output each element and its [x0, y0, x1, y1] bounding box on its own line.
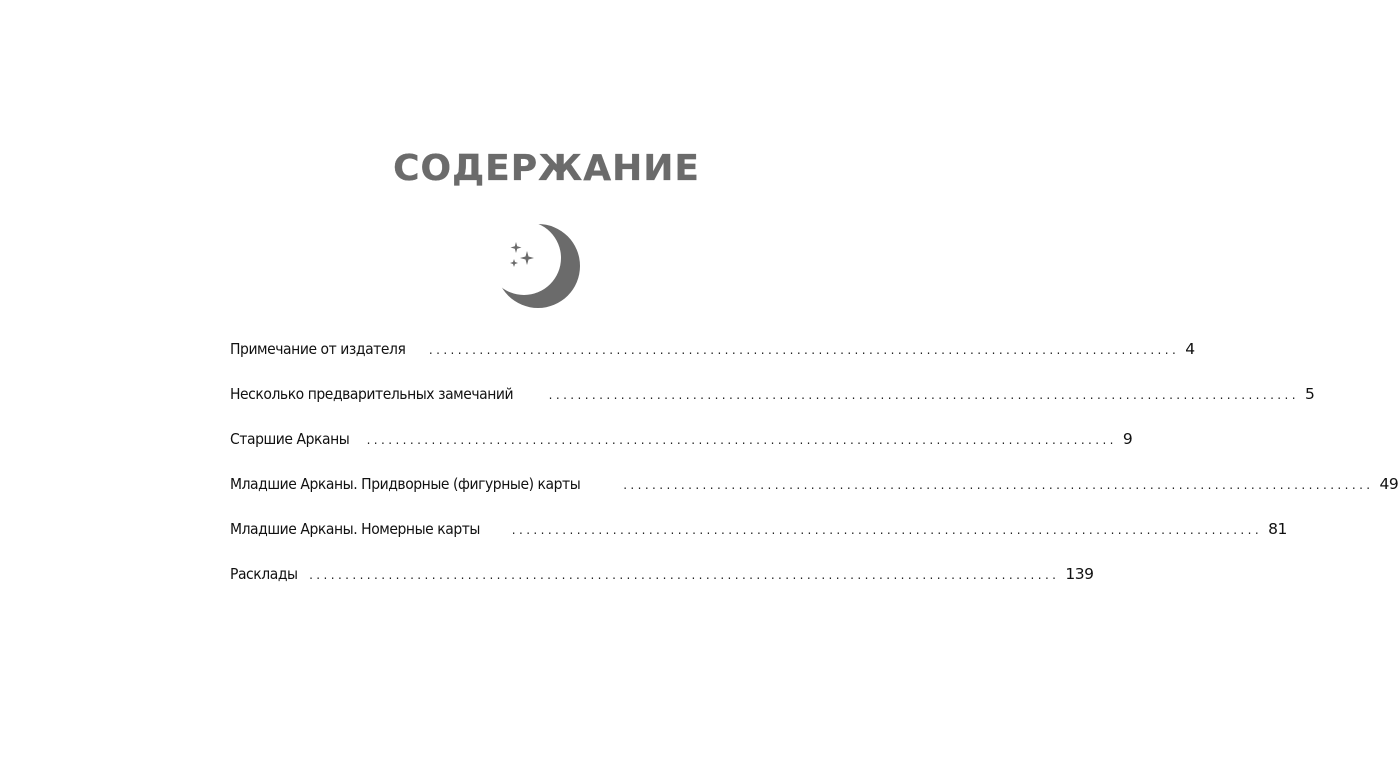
toc-entry-page: 9 — [1122, 430, 1133, 448]
toc-entry-title: Младшие Арканы. Номерные карты — [230, 520, 480, 538]
toc-entry[interactable] — [230, 565, 1094, 610]
toc-entry[interactable] — [230, 340, 1195, 385]
toc-entry-page: 5 — [1304, 385, 1315, 403]
toc-entry[interactable] — [230, 385, 1315, 430]
toc-leader-dots: ........................................................................................................ — [548, 388, 1299, 402]
toc-entry-page: 139 — [1065, 565, 1094, 583]
crescent-moon-with-stars-icon — [490, 218, 586, 314]
toc-entry[interactable] — [230, 520, 1287, 565]
toc-entry-title: Старшие Арканы — [230, 430, 350, 448]
toc-entry-page: 49 — [1379, 475, 1398, 493]
toc-entry-title: Младшие Арканы. Придворные (фигурные) карты — [230, 475, 581, 493]
table-of-contents — [230, 340, 1398, 610]
toc-leader-dots: ........................................................................................................ — [309, 568, 1060, 582]
toc-entry[interactable] — [230, 475, 1398, 520]
toc-entry-title: Несколько предварительных замечаний — [230, 385, 514, 403]
toc-entry-page: 81 — [1268, 520, 1287, 538]
toc-entry-page: 4 — [1185, 340, 1195, 358]
toc-leader-dots: ........................................................................................................ — [366, 433, 1117, 447]
toc-entry-title: Примечание от издателя — [230, 340, 406, 358]
toc-entry[interactable] — [230, 430, 1133, 475]
page-title: СОДЕРЖАНИЕ — [393, 148, 700, 189]
toc-leader-dots: ........................................................................................................ — [428, 343, 1180, 357]
toc-leader-dots: ........................................................................................................ — [511, 523, 1263, 537]
toc-leader-dots: ........................................................................................................ — [623, 478, 1374, 492]
toc-entry-title: Расклады — [230, 565, 298, 583]
